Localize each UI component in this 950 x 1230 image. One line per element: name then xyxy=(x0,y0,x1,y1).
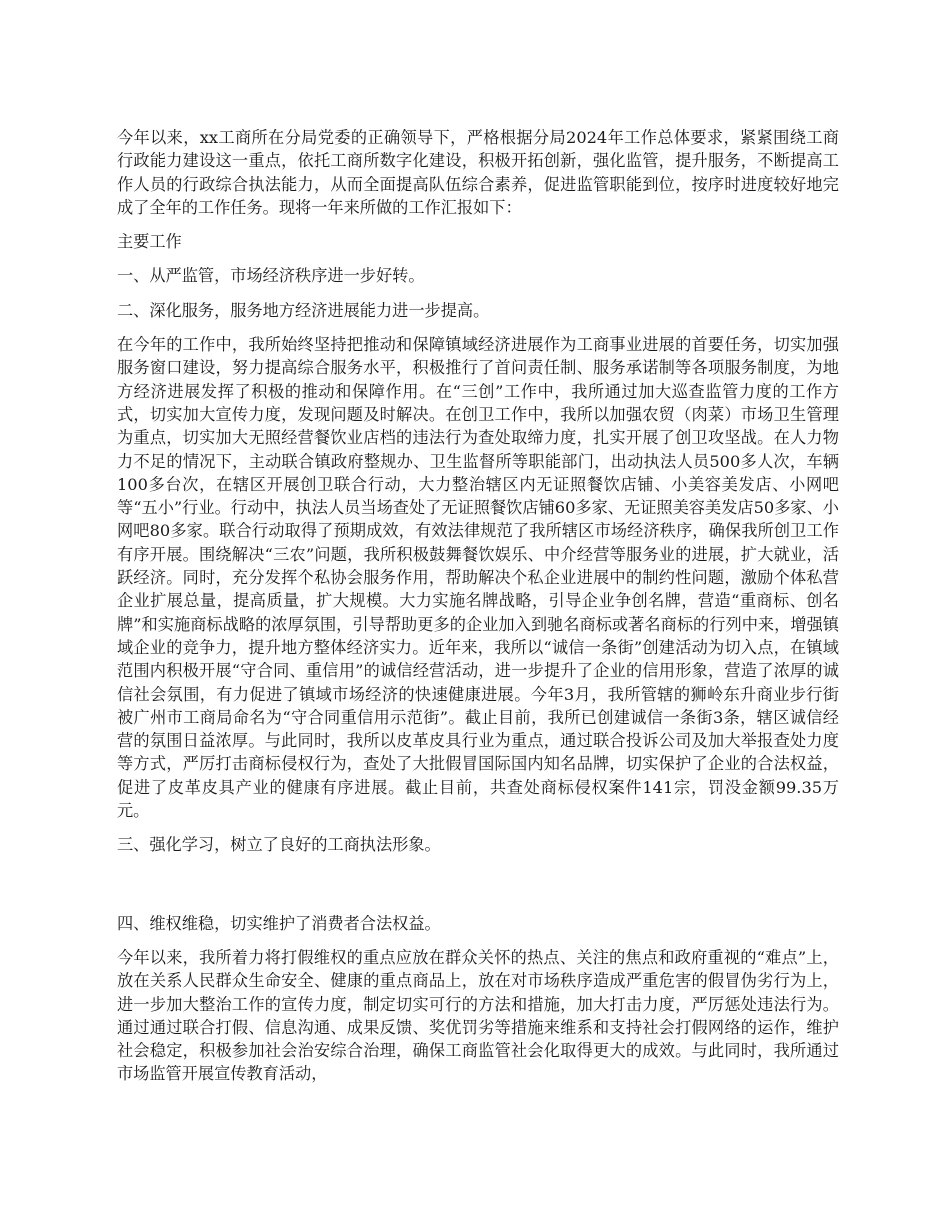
main-heading: 主要工作 xyxy=(117,232,182,252)
section-2-body: 在今年的工作中，我所始终坚持把推动和保障镇域经济进展作为工商事业进展的首要任务，切实加强服务窗口建设，努力提高综合服务水平，积极推行了首问责任制、服务承诺制等各项服务制度，为地方经济进展发挥了积极的推动和保障作用。在“三创”工作中，我所通过加大巡查监管力度的工作方式，切实加大宣传力度，发现问题及时解决。在创卫工作中，我所以加强农贸（肉菜）市场卫生管理为重点，切实加大无照经营餐饮业店档的违法行为查处取缔力度，扎实开展了创卫攻坚战。在人力物力不足的情况下，主动联合镇政府整规办、卫生监督所等职能部门，出动执法人员500多人次，车辆100多台次，在辖区开展创卫联合行动，大力整治辖区内无证照餐饮店铺、小美容美发店、小网吧等“五小”行业。行动中，执法人员当场查处了无证照餐饮店铺60多家、无证照美容美发店50多家、小网吧80多家。联合行动取得了预期成效，有效法律规范了我所辖区市场经济秩序，确保我所创卫工作有序开展。围绕解决“三农”问题，我所积极鼓舞餐饮娱乐、中介经营等服务业的进展，扩大就业，活跃经济。同时，充分发挥个私协会服务作用，帮助解决个私企业进展中的制约性问题，激励个体私营企业扩展总量，提高质量，扩大规模。大力实施名牌战略，引导企业争创名牌，营造“重商标、创名牌”和实施商标战略的浓厚氛围，引导帮助更多的企业加入到驰名商标或著名商标的行列中来，增强镇域企业的竞争力，提升地方整体经济实力。近年来，我所以“诚信一条街”创建活动为切入点，在镇域范围内积极开展“守合同、重信用”的诚信经营活动，进一步提升了企业的信用形象，营造了浓厚的诚信社会氛围，有力促进了镇域市场经济的快速健康进展。今年3月，我所管辖的狮岭东升商业步行街被广州市工商局命名为“守合同重信用示范街”。截止目前，我所已创建诚信一条街3条，辖区诚信经营的氛围日益浓厚。与此同时，我所以皮革皮具行业为重点，通过联合投诉公司及加大举报查处力度等方式，严厉打击商标侵权行为，查处了大批假冒国际国内知名品牌，切实保护了企业的合法权益，促进了皮革皮具产业的健康有序进展。截止目前，共查处商标侵权案件141宗，罚没金额99.35万元。 xyxy=(117,335,839,821)
section-4-heading: 四、维权维稳，切实维护了消费者合法权益。 xyxy=(117,913,441,933)
document-page xyxy=(117,126,839,1097)
section-2-heading: 二、深化服务，服务地方经济进展能力进一步提高。 xyxy=(117,300,490,320)
section-3-heading: 三、强化学习，树立了良好的工商执法形象。 xyxy=(117,835,441,855)
section-4-body: 今年以来，我所着力将打假维权的重点应放在群众关怀的热点、关注的焦点和政府重视的“难点”上，放在关系人民群众生命安全、健康的重点商品上，放在对市场秩序造成严重危害的假冒伪劣行为上，进一步加大整治工作的宣传力度，制定切实可行的方法和措施，加大打击力度，严厉惩处违法行为。通过通过联合打假、信息沟通、成果反馈、奖优罚劣等措施来维系和支持社会打假网络的运作，维护社会稳定，积极参加社会治安综合治理，确保工商监管社会化取得更大的成效。与此同时，我所通过市场监管开展宣传教育活动， xyxy=(117,947,839,1084)
intro-paragraph: 今年以来，xx工商所在分局党委的正确领导下，严格根据分局2024年工作总体要求，紧紧围绕工商行政能力建设这一重点，依托工商所数字化建设，积极开拓创新，强化监管，提升服务，不断提高工作人员的行政综合执法能力，从而全面提高队伍综合素养，促进监管职能到位，按序时进度较好地完成了全年的工作任务。现将一年来所做的工作汇报如下： xyxy=(117,128,839,217)
section-1-heading: 一、从严监管，市场经济秩序进一步好转。 xyxy=(117,266,425,286)
